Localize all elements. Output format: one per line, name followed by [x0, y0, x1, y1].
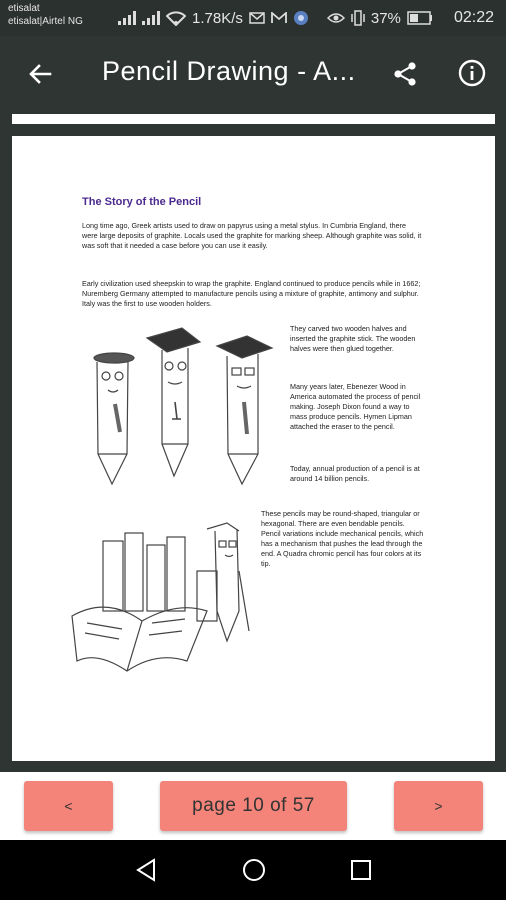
next-page-button[interactable]: > [394, 781, 483, 831]
wifi-icon [166, 11, 186, 26]
previous-page-button[interactable]: < [24, 781, 113, 831]
page-indicator-button[interactable]: page 10 of 57 [160, 781, 347, 831]
system-navigation-bar [0, 840, 506, 900]
vibrate-icon [351, 10, 365, 26]
books-and-pencil-illustration [67, 511, 257, 691]
info-icon[interactable] [457, 58, 487, 88]
recents-nav-icon[interactable] [347, 856, 375, 884]
paragraph: Long time ago, Greek artists used to draw on papyrus using a metal stylus. In Cumbria England, there were large deposits of graphite. Locals used the graphite for marking sheep. Although graphite was solid, it was soft that it needed a case before you can use it easily. [82, 221, 422, 250]
signal-icon [118, 11, 136, 25]
home-nav-icon[interactable] [240, 856, 268, 884]
back-nav-icon[interactable] [132, 856, 160, 884]
document-page[interactable] [12, 136, 495, 761]
signal-icon [142, 11, 160, 25]
battery-icon [407, 11, 433, 25]
gmail-icon [271, 12, 287, 24]
mail-icon [249, 12, 265, 24]
carrier-label-2: etisalat|Airtel NG [8, 16, 83, 27]
back-arrow-icon[interactable] [24, 58, 56, 90]
status-bar [0, 0, 506, 36]
carrier-label-1: etisalat [8, 3, 40, 14]
app-bar [0, 36, 506, 112]
paragraph: Early civilization used sheepskin to wrap the graphite. England continued to produce pencils while in 1662; Nuremberg Germany attempted to manufacture pencils using a mixture of graphite, antimony and sulphur. Italy was the first to use wooden holders. [82, 279, 421, 308]
app-notification-icon [293, 10, 309, 26]
battery-percent: 37% [370, 9, 401, 27]
eye-icon [327, 12, 345, 24]
pagination-bar [0, 772, 506, 840]
pencil-characters-illustration [82, 324, 282, 499]
clock: 02:22 [453, 9, 494, 26]
paragraph: These pencils may be round-shaped, triangular or hexagonal. There are even bendable pencils. Pencil variations include mechanical pencils, which has a mechanism that pushes the lead through the end. A Quadra chromic pencil has four colors at its tip. [261, 509, 424, 568]
previous-page-edge [12, 114, 495, 124]
network-speed: 1.78K/s [192, 9, 243, 27]
document-title: Pencil Drawing - A... [102, 56, 356, 86]
paragraph: Today, annual production of a pencil is at around 14 billion pencils. [290, 464, 420, 483]
share-icon[interactable] [391, 60, 419, 88]
status-icons [118, 0, 433, 36]
page-heading: The Story of the Pencil [82, 196, 202, 208]
paragraph: They carved two wooden halves and inserted the graphite stick. The wooden halves were then glued together. [290, 324, 416, 353]
paragraph: Many years later, Ebenezer Wood in America automated the process of pencil making. Joseph Dixon found a way to mass produce pencils. Hymen Lipman attached the eraser to the pencil. [290, 382, 421, 431]
